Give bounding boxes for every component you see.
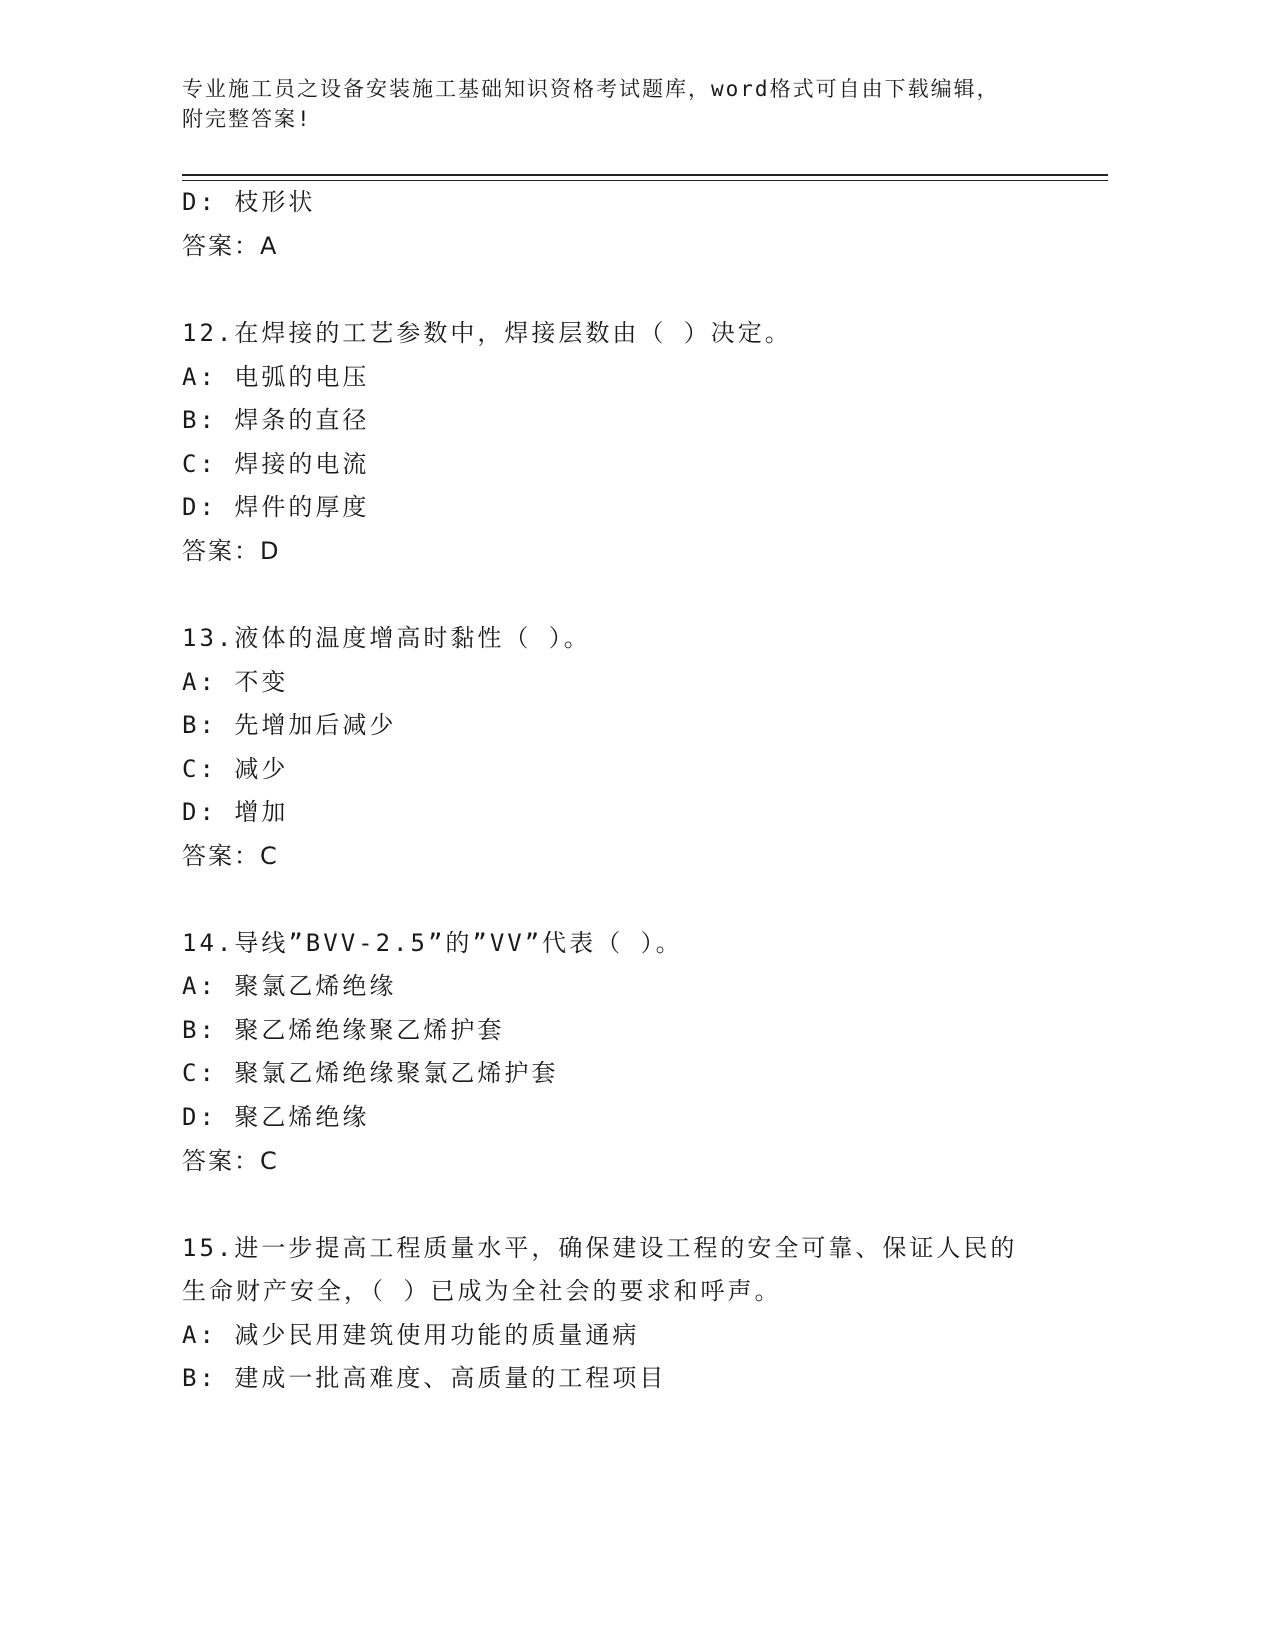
question-13-option-a: A: 不变 — [182, 668, 289, 696]
header-divider-thin — [182, 180, 1108, 181]
prev-answer — [182, 231, 277, 261]
question-12-option-c: C: 焊接的电流 — [182, 450, 370, 478]
question-14-stem: 14.导线”BVV-2.5”的”VV”代表（ ）。 — [182, 929, 683, 957]
question-15-stem-line-1: 15.进一步提高工程质量水平，确保建设工程的安全可靠、保证人民的 — [182, 1234, 1018, 1262]
question-12-answer — [182, 536, 279, 566]
question-14-answer — [182, 1146, 278, 1176]
question-14-option-c: C: 聚氯乙烯绝缘聚氯乙烯护套 — [182, 1059, 559, 1087]
question-12-stem: 12.在焊接的工艺参数中，焊接层数由（ ）决定。 — [182, 319, 792, 347]
answer-label: 答案： — [182, 537, 260, 565]
question-14-option-d: D: 聚乙烯绝缘 — [182, 1103, 370, 1131]
answer-label: 答案： — [182, 1147, 260, 1175]
header-line-1: 专业施工员之设备安装施工基础知识资格考试题库，word格式可自由下载编辑， — [182, 77, 1000, 101]
answer-value: D — [260, 537, 280, 565]
answer-label: 答案： — [182, 232, 260, 260]
question-13-option-b: B: 先增加后减少 — [182, 711, 397, 739]
answer-label: 答案： — [182, 842, 260, 870]
question-13-answer — [182, 841, 278, 871]
question-15-stem-line-2: 生命财产安全，（ ）已成为全社会的要求和呼声。 — [182, 1277, 782, 1305]
question-12-option-d: D: 焊件的厚度 — [182, 493, 370, 521]
document-header — [182, 74, 1082, 134]
question-15-option-a: A: 减少民用建筑使用功能的质量通病 — [182, 1321, 640, 1349]
header-line-2: 附完整答案! — [182, 107, 312, 131]
answer-value: C — [260, 842, 278, 870]
question-15-option-b: B: 建成一批高难度、高质量的工程项目 — [182, 1364, 667, 1392]
question-13-option-c: C: 减少 — [182, 755, 289, 783]
answer-value: C — [260, 1147, 278, 1175]
question-12-option-b: B: 焊条的直径 — [182, 406, 370, 434]
answer-value: A — [260, 232, 278, 260]
prev-option-d: D: 枝形状 — [182, 188, 316, 216]
question-14-option-b: B: 聚乙烯绝缘聚乙烯护套 — [182, 1016, 505, 1044]
header-divider-thick — [182, 174, 1108, 176]
question-13-stem: 13.液体的温度增高时黏性（ ）。 — [182, 624, 591, 652]
question-12-option-a: A: 电弧的电压 — [182, 363, 370, 391]
question-13-option-d: D: 增加 — [182, 798, 289, 826]
question-14-option-a: A: 聚氯乙烯绝缘 — [182, 972, 397, 1000]
